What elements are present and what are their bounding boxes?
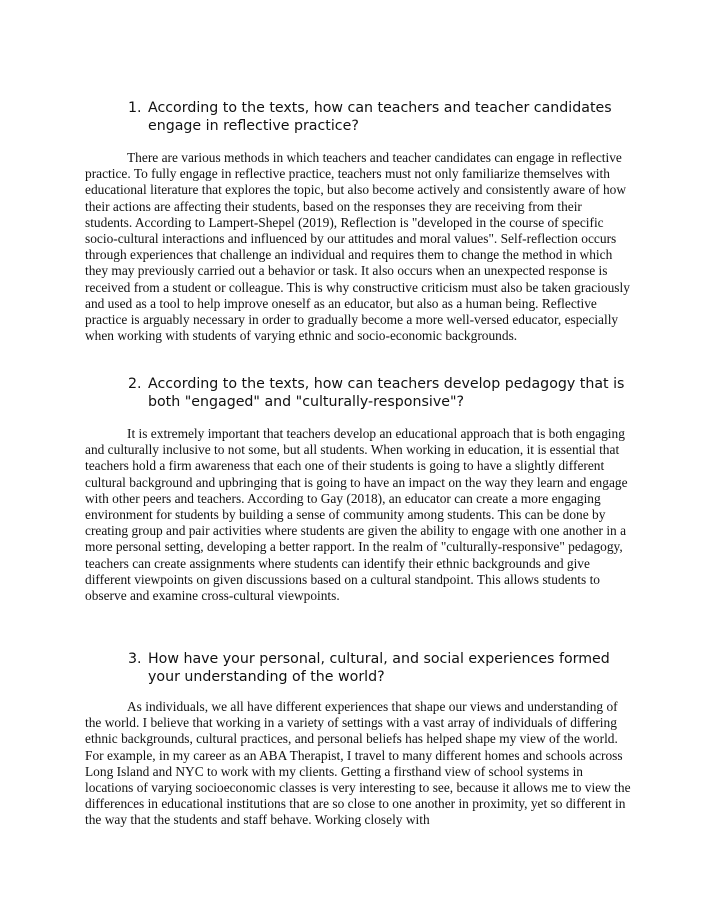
question-number: 2.: [128, 376, 142, 392]
answer-paragraph-3: As individuals, we all have different experiences that shape our views and understanding of the world. I believe that working in a variety of settings with a vast array of individuals of differing ethnic backgrounds, cultural practices, and personal beliefs has helped shape my view of the world. For example, in my career as an ABA Therapist, I travel to many different homes and schools across Long Island and NYC to work with my clients. Getting a firsthand view of school systems in locations of varying socioeconomic classes is very interesting to see, because it allows me to view the differences in educational institutions that are so close to one another in proximity, yet so different in the way that the students and staff behave. Working closely with: [85, 699, 631, 828]
question-text: How have your personal, cultural, and social experiences formed your understanding of the world?: [148, 651, 610, 685]
question-1: [128, 99, 638, 135]
question-number: 1.: [128, 100, 142, 116]
question-number: 3.: [128, 651, 142, 667]
answer-paragraph-2: It is extremely important that teachers develop an educational approach that is both engaging and culturally inclusive to not some, but all students. When working in education, it is essential that teachers hold a firm awareness that each one of their students is going to have a slightly different cultural background and upbringing that is going to have an impact on the way they learn and engage with other peers and teachers. According to Gay (2018), an educator can create a more engaging environment for students by building a sense of community among students. This can be done by creating group and pair activities where students are given the ability to engage with one another in a more personal setting, developing a better rapport. In the realm of "culturally-responsive" pedagogy, teachers can create assignments where students can identify their ethnic backgrounds and give different viewpoints on given discussions based on a cultural standpoint. This allows students to observe and examine cross-cultural viewpoints.: [85, 426, 628, 604]
question-text: According to the texts, how can teachers and teacher candidates engage in reflective practice?: [148, 100, 612, 134]
question-2: [128, 375, 638, 411]
question-text: According to the texts, how can teachers develop pedagogy that is both "engaged" and "culturally-responsive"?: [148, 376, 625, 410]
question-3: [128, 650, 638, 686]
answer-paragraph-1: There are various methods in which teachers and teacher candidates can engage in reflective practice. To fully engage in reflective practice, teachers must not only familiarize themselves with educational literature that explores the topic, but also become actively and consistently aware of how their actions are affecting their students, based on the responses they are receiving from their students. According to Lampert-Shepel (2019), Reflection is "developed in the course of specific socio-cultural interactions and influenced by our attitudes and moral values". Self-reflection occurs through experiences that challenge an individual and requires them to change the method in which they may previously carried out a behavior or task. It also occurs when an unexpected response is received from a student or colleague. This is why constructive criticism must also be taken graciously and used as a tool to help improve oneself as an educator, but also as a human being. Reflective practice is arguably necessary in order to gradually become a more well-versed educator, especially when working with students of varying ethnic and socio-economic backgrounds.: [85, 150, 630, 344]
